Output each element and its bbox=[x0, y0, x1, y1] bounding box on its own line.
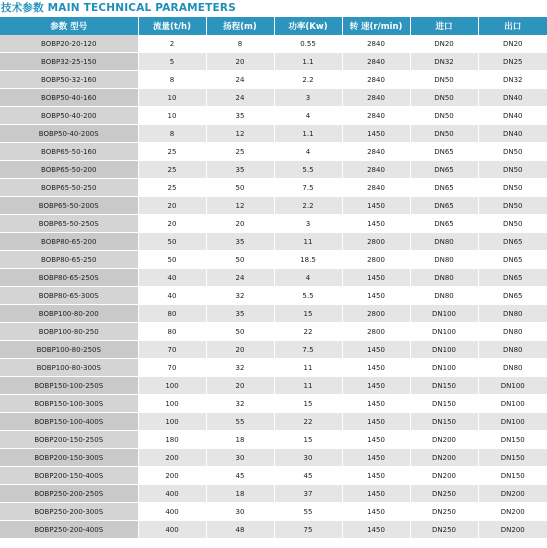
cell-flow: 2 bbox=[138, 35, 206, 53]
cell-outlet: DN100 bbox=[478, 377, 547, 395]
cell-inlet: DN100 bbox=[410, 341, 478, 359]
cell-power: 45 bbox=[274, 467, 342, 485]
cell-inlet: DN200 bbox=[410, 449, 478, 467]
cell-power: 15 bbox=[274, 395, 342, 413]
cell-head: 12 bbox=[206, 197, 274, 215]
cell-outlet: DN100 bbox=[478, 413, 547, 431]
table-row bbox=[0, 305, 547, 323]
parameters-table bbox=[0, 17, 547, 539]
cell-inlet: DN65 bbox=[410, 161, 478, 179]
cell-power: 4 bbox=[274, 107, 342, 125]
cell-power: 2.2 bbox=[274, 197, 342, 215]
cell-head: 12 bbox=[206, 125, 274, 143]
cell-power: 4 bbox=[274, 269, 342, 287]
cell-flow: 200 bbox=[138, 467, 206, 485]
cell-speed: 2840 bbox=[342, 89, 410, 107]
table-row bbox=[0, 251, 547, 269]
cell-power: 7.5 bbox=[274, 179, 342, 197]
header-head: 扬程(m) bbox=[206, 17, 274, 35]
cell-power: 15 bbox=[274, 305, 342, 323]
header-outlet: 出口 bbox=[478, 17, 547, 35]
cell-outlet: DN150 bbox=[478, 431, 547, 449]
cell-power: 15 bbox=[274, 431, 342, 449]
cell-speed: 2800 bbox=[342, 233, 410, 251]
table-row bbox=[0, 71, 547, 89]
table-row bbox=[0, 53, 547, 71]
cell-speed: 1450 bbox=[342, 521, 410, 539]
cell-head: 8 bbox=[206, 35, 274, 53]
cell-power: 3 bbox=[274, 215, 342, 233]
cell-power: 30 bbox=[274, 449, 342, 467]
table-header-row bbox=[0, 17, 547, 35]
cell-outlet: DN40 bbox=[478, 107, 547, 125]
cell-outlet: DN80 bbox=[478, 323, 547, 341]
cell-head: 48 bbox=[206, 521, 274, 539]
cell-outlet: DN80 bbox=[478, 359, 547, 377]
cell-speed: 1450 bbox=[342, 359, 410, 377]
table-row bbox=[0, 341, 547, 359]
cell-power: 22 bbox=[274, 413, 342, 431]
cell-model: BOBP65-50-250 bbox=[0, 179, 138, 197]
cell-speed: 2840 bbox=[342, 143, 410, 161]
cell-outlet: DN32 bbox=[478, 71, 547, 89]
table-body bbox=[0, 35, 547, 539]
cell-model: BOBP250-200-250S bbox=[0, 485, 138, 503]
cell-model: BOBP20-20-120 bbox=[0, 35, 138, 53]
cell-model: BOBP100-80-250 bbox=[0, 323, 138, 341]
cell-speed: 1450 bbox=[342, 287, 410, 305]
cell-outlet: DN20 bbox=[478, 35, 547, 53]
cell-speed: 2840 bbox=[342, 179, 410, 197]
cell-inlet: DN65 bbox=[410, 143, 478, 161]
cell-speed: 1450 bbox=[342, 503, 410, 521]
cell-flow: 80 bbox=[138, 323, 206, 341]
table-row bbox=[0, 323, 547, 341]
cell-inlet: DN150 bbox=[410, 377, 478, 395]
cell-inlet: DN50 bbox=[410, 89, 478, 107]
cell-model: BOBP200-150-250S bbox=[0, 431, 138, 449]
cell-outlet: DN40 bbox=[478, 125, 547, 143]
cell-power: 11 bbox=[274, 359, 342, 377]
cell-head: 35 bbox=[206, 305, 274, 323]
cell-model: BOBP150-100-250S bbox=[0, 377, 138, 395]
cell-head: 24 bbox=[206, 71, 274, 89]
cell-inlet: DN100 bbox=[410, 305, 478, 323]
cell-outlet: DN200 bbox=[478, 503, 547, 521]
cell-flow: 5 bbox=[138, 53, 206, 71]
cell-power: 1.1 bbox=[274, 53, 342, 71]
cell-inlet: DN80 bbox=[410, 269, 478, 287]
cell-speed: 2840 bbox=[342, 161, 410, 179]
cell-outlet: DN40 bbox=[478, 89, 547, 107]
cell-model: BOBP150-100-300S bbox=[0, 395, 138, 413]
cell-speed: 2840 bbox=[342, 35, 410, 53]
table-row bbox=[0, 503, 547, 521]
cell-model: BOBP100-80-300S bbox=[0, 359, 138, 377]
cell-head: 20 bbox=[206, 341, 274, 359]
cell-flow: 25 bbox=[138, 161, 206, 179]
cell-head: 50 bbox=[206, 251, 274, 269]
header-inlet: 进口 bbox=[410, 17, 478, 35]
table-row bbox=[0, 269, 547, 287]
cell-flow: 70 bbox=[138, 359, 206, 377]
cell-flow: 200 bbox=[138, 449, 206, 467]
cell-head: 30 bbox=[206, 503, 274, 521]
table-row bbox=[0, 143, 547, 161]
cell-speed: 1450 bbox=[342, 197, 410, 215]
cell-head: 50 bbox=[206, 323, 274, 341]
cell-inlet: DN150 bbox=[410, 413, 478, 431]
cell-speed: 2840 bbox=[342, 53, 410, 71]
cell-flow: 80 bbox=[138, 305, 206, 323]
table-row bbox=[0, 125, 547, 143]
cell-model: BOBP65-50-250S bbox=[0, 215, 138, 233]
cell-model: BOBP50-40-200S bbox=[0, 125, 138, 143]
cell-speed: 1450 bbox=[342, 431, 410, 449]
cell-model: BOBP50-40-160 bbox=[0, 89, 138, 107]
cell-flow: 25 bbox=[138, 179, 206, 197]
cell-flow: 8 bbox=[138, 71, 206, 89]
cell-head: 20 bbox=[206, 215, 274, 233]
cell-flow: 50 bbox=[138, 233, 206, 251]
cell-head: 50 bbox=[206, 179, 274, 197]
cell-speed: 2840 bbox=[342, 71, 410, 89]
cell-speed: 1450 bbox=[342, 269, 410, 287]
cell-inlet: DN65 bbox=[410, 179, 478, 197]
cell-flow: 20 bbox=[138, 215, 206, 233]
cell-power: 55 bbox=[274, 503, 342, 521]
cell-head: 25 bbox=[206, 143, 274, 161]
cell-power: 37 bbox=[274, 485, 342, 503]
cell-speed: 2800 bbox=[342, 251, 410, 269]
cell-inlet: DN50 bbox=[410, 107, 478, 125]
cell-power: 4 bbox=[274, 143, 342, 161]
cell-inlet: DN100 bbox=[410, 323, 478, 341]
cell-flow: 40 bbox=[138, 269, 206, 287]
cell-model: BOBP65-50-200S bbox=[0, 197, 138, 215]
cell-inlet: DN100 bbox=[410, 359, 478, 377]
cell-flow: 8 bbox=[138, 125, 206, 143]
cell-outlet: DN200 bbox=[478, 521, 547, 539]
cell-outlet: DN50 bbox=[478, 215, 547, 233]
cell-inlet: DN20 bbox=[410, 35, 478, 53]
cell-flow: 400 bbox=[138, 485, 206, 503]
cell-head: 32 bbox=[206, 395, 274, 413]
cell-inlet: DN80 bbox=[410, 287, 478, 305]
cell-outlet: DN80 bbox=[478, 341, 547, 359]
cell-head: 35 bbox=[206, 161, 274, 179]
table-row bbox=[0, 521, 547, 539]
cell-inlet: DN65 bbox=[410, 197, 478, 215]
cell-power: 5.5 bbox=[274, 287, 342, 305]
cell-power: 0.55 bbox=[274, 35, 342, 53]
cell-model: BOBP65-50-160 bbox=[0, 143, 138, 161]
table-row bbox=[0, 179, 547, 197]
cell-inlet: DN200 bbox=[410, 431, 478, 449]
cell-power: 7.5 bbox=[274, 341, 342, 359]
cell-outlet: DN65 bbox=[478, 269, 547, 287]
cell-head: 24 bbox=[206, 269, 274, 287]
cell-power: 2.2 bbox=[274, 71, 342, 89]
cell-power: 18.5 bbox=[274, 251, 342, 269]
cell-flow: 70 bbox=[138, 341, 206, 359]
page-title: 技术参数 MAIN TECHNICAL PARAMETERS bbox=[1, 2, 236, 14]
cell-outlet: DN50 bbox=[478, 197, 547, 215]
cell-head: 32 bbox=[206, 287, 274, 305]
cell-speed: 1450 bbox=[342, 449, 410, 467]
cell-model: BOBP65-50-200 bbox=[0, 161, 138, 179]
cell-model: BOBP80-65-300S bbox=[0, 287, 138, 305]
cell-speed: 1450 bbox=[342, 395, 410, 413]
table-row bbox=[0, 431, 547, 449]
header-flow: 流量(t/h) bbox=[138, 17, 206, 35]
cell-outlet: DN150 bbox=[478, 449, 547, 467]
cell-head: 32 bbox=[206, 359, 274, 377]
table-row bbox=[0, 467, 547, 485]
table-row bbox=[0, 89, 547, 107]
cell-speed: 1450 bbox=[342, 125, 410, 143]
table-row bbox=[0, 215, 547, 233]
cell-flow: 20 bbox=[138, 197, 206, 215]
header-model: 参数 型号 bbox=[0, 17, 138, 35]
cell-head: 18 bbox=[206, 431, 274, 449]
cell-outlet: DN50 bbox=[478, 179, 547, 197]
cell-inlet: DN250 bbox=[410, 503, 478, 521]
cell-outlet: DN50 bbox=[478, 143, 547, 161]
cell-head: 35 bbox=[206, 233, 274, 251]
cell-model: BOBP50-32-160 bbox=[0, 71, 138, 89]
cell-outlet: DN50 bbox=[478, 161, 547, 179]
cell-outlet: DN100 bbox=[478, 395, 547, 413]
cell-model: BOBP200-150-400S bbox=[0, 467, 138, 485]
table-row bbox=[0, 161, 547, 179]
cell-inlet: DN150 bbox=[410, 395, 478, 413]
cell-head: 35 bbox=[206, 107, 274, 125]
cell-head: 45 bbox=[206, 467, 274, 485]
cell-model: BOBP200-150-300S bbox=[0, 449, 138, 467]
cell-power: 1.1 bbox=[274, 125, 342, 143]
cell-inlet: DN200 bbox=[410, 467, 478, 485]
cell-flow: 10 bbox=[138, 89, 206, 107]
cell-flow: 400 bbox=[138, 503, 206, 521]
table-row bbox=[0, 395, 547, 413]
cell-model: BOBP150-100-400S bbox=[0, 413, 138, 431]
cell-outlet: DN65 bbox=[478, 233, 547, 251]
cell-inlet: DN80 bbox=[410, 233, 478, 251]
cell-flow: 10 bbox=[138, 107, 206, 125]
table-row bbox=[0, 359, 547, 377]
cell-flow: 100 bbox=[138, 413, 206, 431]
cell-model: BOBP80-65-250S bbox=[0, 269, 138, 287]
table-row bbox=[0, 197, 547, 215]
cell-head: 55 bbox=[206, 413, 274, 431]
cell-flow: 100 bbox=[138, 377, 206, 395]
cell-power: 11 bbox=[274, 377, 342, 395]
cell-speed: 1450 bbox=[342, 341, 410, 359]
cell-model: BOBP32-25-150 bbox=[0, 53, 138, 71]
cell-power: 5.5 bbox=[274, 161, 342, 179]
table-row bbox=[0, 107, 547, 125]
cell-flow: 50 bbox=[138, 251, 206, 269]
cell-speed: 1450 bbox=[342, 377, 410, 395]
cell-head: 24 bbox=[206, 89, 274, 107]
cell-power: 22 bbox=[274, 323, 342, 341]
table-row bbox=[0, 287, 547, 305]
header-power: 功率(Kw) bbox=[274, 17, 342, 35]
header-speed: 转 速(r/min) bbox=[342, 17, 410, 35]
cell-flow: 25 bbox=[138, 143, 206, 161]
cell-power: 75 bbox=[274, 521, 342, 539]
cell-model: BOBP100-80-250S bbox=[0, 341, 138, 359]
cell-flow: 40 bbox=[138, 287, 206, 305]
cell-outlet: DN65 bbox=[478, 251, 547, 269]
table-row bbox=[0, 233, 547, 251]
table-row bbox=[0, 485, 547, 503]
cell-outlet: DN25 bbox=[478, 53, 547, 71]
cell-flow: 180 bbox=[138, 431, 206, 449]
table-row bbox=[0, 377, 547, 395]
cell-model: BOBP50-40-200 bbox=[0, 107, 138, 125]
cell-inlet: DN80 bbox=[410, 251, 478, 269]
cell-inlet: DN32 bbox=[410, 53, 478, 71]
cell-inlet: DN250 bbox=[410, 485, 478, 503]
cell-outlet: DN65 bbox=[478, 287, 547, 305]
cell-speed: 1450 bbox=[342, 467, 410, 485]
cell-model: BOBP80-65-250 bbox=[0, 251, 138, 269]
cell-model: BOBP250-200-400S bbox=[0, 521, 138, 539]
cell-model: BOBP250-200-300S bbox=[0, 503, 138, 521]
cell-model: BOBP100-80-200 bbox=[0, 305, 138, 323]
cell-outlet: DN200 bbox=[478, 485, 547, 503]
cell-flow: 400 bbox=[138, 521, 206, 539]
table-row bbox=[0, 413, 547, 431]
cell-speed: 1450 bbox=[342, 413, 410, 431]
cell-speed: 1450 bbox=[342, 485, 410, 503]
cell-power: 11 bbox=[274, 233, 342, 251]
cell-model: BOBP80-65-200 bbox=[0, 233, 138, 251]
cell-inlet: DN65 bbox=[410, 215, 478, 233]
cell-head: 20 bbox=[206, 377, 274, 395]
cell-head: 30 bbox=[206, 449, 274, 467]
cell-speed: 1450 bbox=[342, 215, 410, 233]
cell-speed: 2800 bbox=[342, 305, 410, 323]
cell-inlet: DN250 bbox=[410, 521, 478, 539]
cell-outlet: DN80 bbox=[478, 305, 547, 323]
table-row bbox=[0, 35, 547, 53]
table-row bbox=[0, 449, 547, 467]
cell-speed: 2800 bbox=[342, 323, 410, 341]
cell-flow: 100 bbox=[138, 395, 206, 413]
cell-power: 3 bbox=[274, 89, 342, 107]
cell-head: 20 bbox=[206, 53, 274, 71]
cell-inlet: DN50 bbox=[410, 125, 478, 143]
cell-speed: 2840 bbox=[342, 107, 410, 125]
cell-inlet: DN50 bbox=[410, 71, 478, 89]
cell-outlet: DN150 bbox=[478, 467, 547, 485]
cell-head: 18 bbox=[206, 485, 274, 503]
